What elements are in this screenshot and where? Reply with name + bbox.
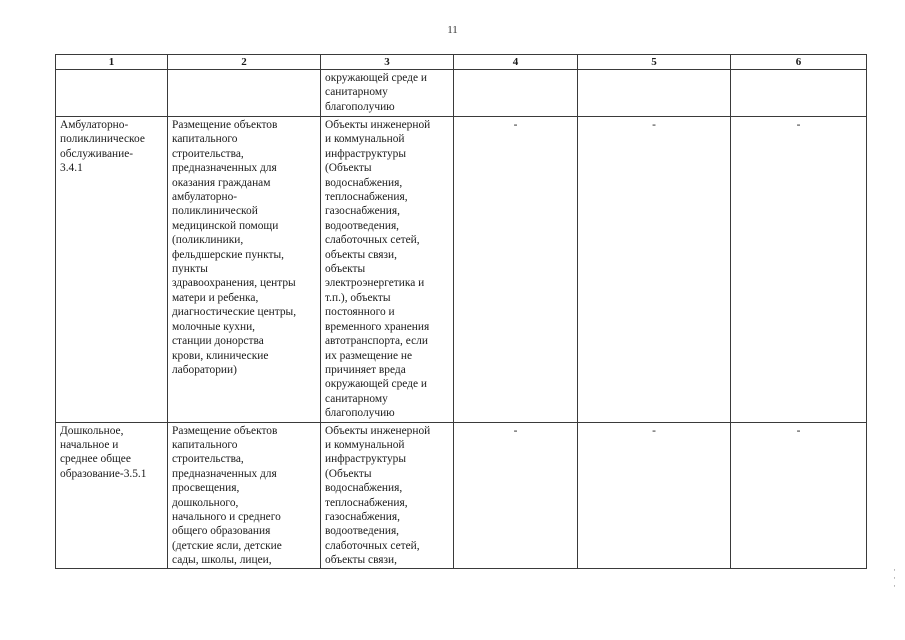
text-line: слаботочных сетей, — [325, 234, 420, 247]
text-line: Дошкольное, — [60, 424, 124, 437]
header-row — [56, 55, 867, 70]
text-line: Объекты инженерной — [325, 424, 431, 437]
text-line: строительства, — [172, 453, 244, 466]
text-line: молочные кухни, — [172, 320, 256, 333]
text-line: оказания гражданам — [172, 176, 271, 189]
cell-other-params: - — [731, 117, 867, 423]
text-line: образование-3.5.1 — [60, 467, 147, 480]
text-line: поликлинической — [172, 205, 258, 218]
column-header: 2 — [168, 55, 321, 70]
text-line: газоснабжения, — [325, 205, 400, 218]
cell-description — [168, 422, 321, 568]
cell-restrictions — [321, 117, 454, 423]
text-line: и коммунальной — [325, 133, 405, 146]
column-header: 4 — [454, 55, 578, 70]
text-line: инфраструктуры — [325, 453, 406, 466]
cell-max-params: - — [454, 422, 578, 568]
text-line: (Объекты — [325, 162, 372, 175]
text-line: (поликлиники, — [172, 234, 244, 247]
cell-empty — [454, 70, 578, 117]
text-line: капитального — [172, 438, 238, 451]
text-line: 3.4.1 — [60, 162, 83, 175]
text-line: благополучию — [325, 407, 395, 420]
text-line: водоснабжения, — [325, 482, 403, 495]
cell-empty — [731, 70, 867, 117]
text-line: пункты — [172, 263, 208, 276]
text-line: медицинской помощи — [172, 219, 279, 232]
cell-max-params: - — [454, 117, 578, 423]
cell-min-params: - — [578, 117, 731, 423]
text-line: начальное и — [60, 438, 119, 451]
table-row — [56, 422, 867, 568]
text-line: их размещение не — [325, 349, 413, 362]
cell-restrictions — [321, 422, 454, 568]
text-line: Объекты инженерной — [325, 119, 431, 131]
cell-empty — [56, 70, 168, 117]
text-line: водоотведения, — [325, 525, 400, 538]
text-line: диагностические центры, — [172, 306, 297, 319]
text-line: временного хранения — [325, 320, 430, 333]
text-line: санитарному — [325, 86, 388, 99]
text-line: предназначенных для — [172, 162, 277, 175]
cell-use-type — [56, 422, 168, 568]
text-line: теплоснабжения, — [325, 191, 408, 204]
text-line: лаборатории) — [172, 363, 237, 376]
text-line: благополучию — [325, 100, 395, 113]
text-line: сады, школы, лицеи, — [172, 554, 272, 567]
text-line: дошкольного, — [172, 496, 239, 509]
text-line: инфраструктуры — [325, 147, 406, 160]
column-header: 3 — [321, 55, 454, 70]
text-line: объекты — [325, 263, 366, 276]
text-line: т.п.), объекты — [325, 291, 391, 304]
continuation-row — [56, 70, 867, 117]
cell-restrictions — [321, 70, 454, 117]
text-line: санитарному — [325, 392, 388, 405]
text-line: (детские ясли, детские — [172, 539, 282, 552]
text-line: матери и ребенка, — [172, 291, 259, 304]
text-line: среднее общее — [60, 453, 131, 466]
table-row — [56, 117, 867, 423]
text-line: Амбулаторно- — [60, 119, 129, 131]
cell-empty — [168, 70, 321, 117]
text-line: просвещения, — [172, 482, 240, 495]
column-header: 5 — [578, 55, 731, 70]
zoning-table — [55, 54, 867, 569]
text-line: общего образования — [172, 525, 271, 538]
text-line: Размещение объектов — [172, 424, 278, 437]
text-line: капитального — [172, 133, 238, 146]
text-line: слаботочных сетей, — [325, 539, 420, 552]
text-line: теплоснабжения, — [325, 496, 408, 509]
cell-other-params: - — [731, 422, 867, 568]
cell-use-type — [56, 117, 168, 423]
text-line: причиняет вреда — [325, 363, 406, 376]
cell-min-params: - — [578, 422, 731, 568]
text-line: фельдшерские пункты, — [172, 248, 284, 261]
text-line: обслуживание- — [60, 147, 134, 160]
text-line: здравоохранения, центры — [172, 277, 296, 290]
column-header: 6 — [731, 55, 867, 70]
text-line: объекты связи, — [325, 554, 397, 567]
text-line: строительства, — [172, 147, 244, 160]
text-line: предназначенных для — [172, 467, 277, 480]
page-number: 11 — [447, 24, 458, 36]
text-line: Размещение объектов — [172, 119, 278, 131]
text-line: поликлиническое — [60, 133, 145, 146]
cell-description — [168, 117, 321, 423]
text-line: газоснабжения, — [325, 510, 400, 523]
column-header: 1 — [56, 55, 168, 70]
text-line: постоянного и — [325, 306, 395, 319]
text-line: и коммунальной — [325, 438, 405, 451]
text-line: водоотведения, — [325, 219, 400, 232]
text-line: объекты связи, — [325, 248, 397, 261]
text-line: окружающей среде и — [325, 72, 427, 84]
text-line: водоснабжения, — [325, 176, 403, 189]
text-line: (Объекты — [325, 467, 372, 480]
text-line: крови, клинические — [172, 349, 269, 362]
text-line: начального и среднего — [172, 510, 281, 523]
text-line: окружающей среде и — [325, 378, 427, 391]
cell-empty — [578, 70, 731, 117]
scan-edge-mark: · · · — [893, 565, 896, 591]
text-line: автотранспорта, если — [325, 335, 428, 348]
text-line: станции донорства — [172, 335, 264, 348]
text-line: амбулаторно- — [172, 191, 238, 204]
text-line: электроэнергетика и — [325, 277, 425, 290]
